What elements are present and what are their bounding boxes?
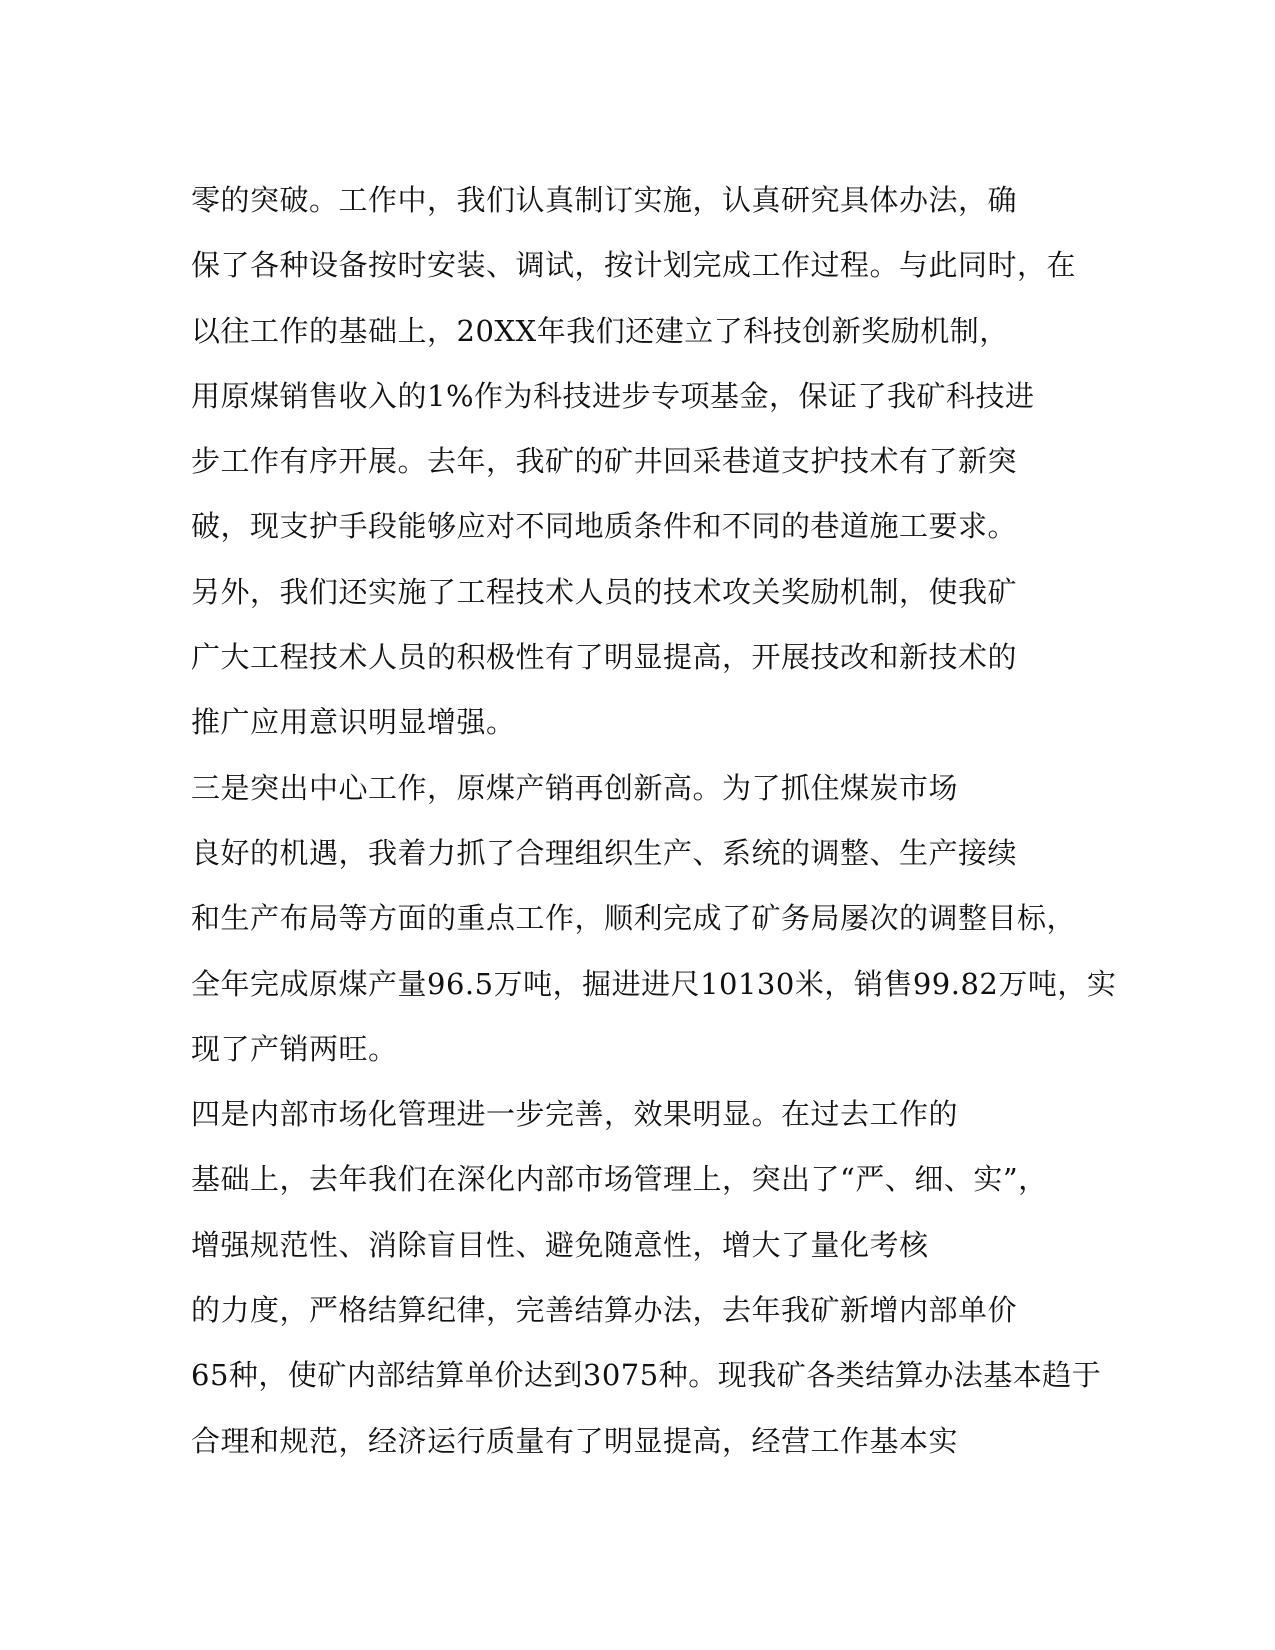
text-line: 65种，使矿内部结算单价达到3075种。现我矿各类结算办法基本趋于 [191,1358,1102,1393]
text-line: 增强规范性、消除盲目性、避免随意性，增大了量化考核 [191,1227,929,1262]
text-line: 的力度，严格结算纪律，完善结算办法，去年我矿新增内部单价 [191,1293,1018,1328]
body-text [191,168,1117,1474]
text-line: 步工作有序开展。去年，我矿的矿井回采巷道支护技术有了新突 [191,444,1018,479]
text-line: 另外，我们还实施了工程技术人员的技术攻关奖励机制，使我矿 [191,574,1018,609]
text-line: 破，现支护手段能够应对不同地质条件和不同的巷道施工要求。 [191,509,1018,544]
text-line: 合理和规范，经济运行质量有了明显提高，经营工作基本实 [191,1423,959,1458]
text-line: 以往工作的基础上，20XX年我们还建立了科技创新奖励机制， [191,313,1009,348]
text-line: 基础上，去年我们在深化内部市场管理上，突出了“严、细、实”， [191,1162,1048,1197]
text-line: 用原煤销售收入的1%作为科技进步专项基金，保证了我矿科技进 [191,378,1035,413]
text-line: 四是内部市场化管理进一步完善，效果明显。在过去工作的 [191,1097,959,1132]
text-line: 推广应用意识明显增强。 [191,705,516,740]
text-line: 广大工程技术人员的积极性有了明显提高，开展技改和新技术的 [191,640,1018,675]
text-line: 保了各种设备按时安装、调试，按计划完成工作过程。与此同时，在 [191,248,1077,283]
text-line: 全年完成原煤产量96.5万吨，掘进进尺10130米，销售99.82万吨，实 [191,966,1117,1001]
text-line: 现了产销两旺。 [191,1031,398,1066]
text-line: 零的突破。工作中，我们认真制订实施，认真研究具体办法，确 [191,183,1018,217]
text-line: 和生产布局等方面的重点工作，顺利完成了矿务局屡次的调整目标， [191,901,1077,936]
text-line: 良好的机遇，我着力抓了合理组织生产、系统的调整、生产接续 [191,835,1018,870]
text-line: 三是突出中心工作，原煤产销再创新高。为了抓住煤炭市场 [191,770,959,805]
